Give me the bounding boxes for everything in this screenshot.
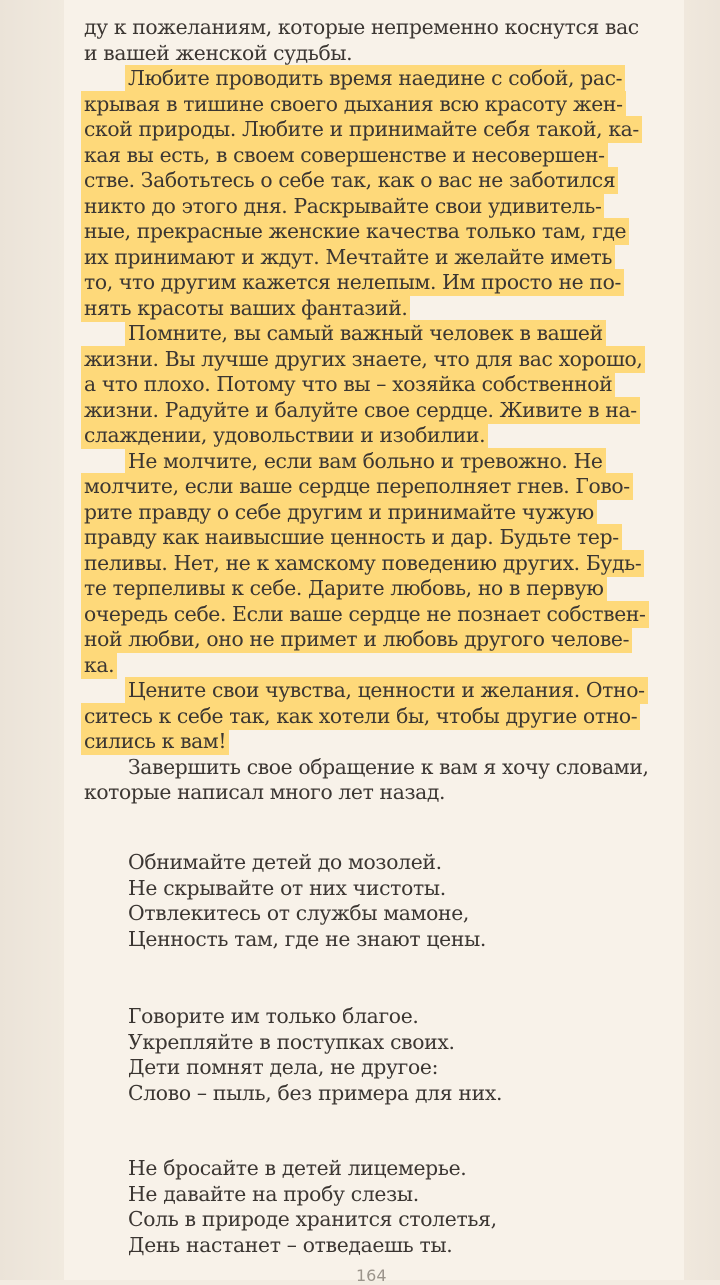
highlighted-paragraph[interactable]: [84, 678, 674, 755]
highlighted-line: их принимают и ждут. Мечтайте и желайте иметь: [81, 244, 615, 271]
highlighted-line: ной любви, оно не примет и любовь другого челове-: [81, 626, 632, 653]
poem-line: Не бросайте в детей лицемерье.: [128, 1156, 467, 1180]
poem-line: Дети помнят дела, не другое:: [128, 1055, 439, 1079]
highlighted-line: никто до этого дня. Раскрывайте свои удивитель-: [81, 193, 604, 220]
highlighted-line: то, что другим кажется нелепым. Им просто не по-: [81, 269, 624, 296]
highlighted-line: ка.: [81, 652, 117, 679]
highlighted-line: нять красоты ваших фантазий.: [81, 295, 410, 322]
poem-line: Отвлекитесь от службы мамоне,: [128, 901, 470, 925]
page-edge-left: [0, 0, 64, 1280]
highlighted-line: жизни. Вы лучше других знаете, что для вас хорошо,: [81, 346, 645, 373]
page-edge-right: [684, 0, 720, 1280]
page-number: 164: [356, 1266, 387, 1285]
poem-stanza: [128, 1156, 497, 1258]
book-text[interactable]: [84, 0, 674, 806]
poem-line: Не давайте на пробу слезы.: [128, 1181, 419, 1206]
text-line: Завершить свое обращение к вам я хочу словами,: [128, 754, 649, 779]
highlighted-paragraph[interactable]: [84, 449, 674, 679]
highlighted-line: ные, прекрасные женские качества только там, где: [81, 218, 629, 245]
highlighted-line: сились к вам!: [81, 728, 229, 755]
highlighted-line: молчите, если ваше сердце переполняет гнев. Гово-: [81, 473, 633, 500]
highlighted-line: Не молчите, если вам больно и тревожно. Не: [125, 448, 606, 475]
highlighted-line: пеливы. Нет, не к хамскому поведению других. Будь-: [81, 550, 644, 577]
poem-line: Ценность там, где не знают цены.: [128, 926, 487, 951]
highlighted-line: ситесь к себе так, как хотели бы, чтобы другие отно-: [81, 703, 640, 730]
poem-line: Говорите им только благое.: [128, 1004, 419, 1028]
highlighted-line: Цените свои чувства, ценности и желания. Отно-: [125, 677, 648, 704]
highlighted-line: Любите проводить время наедине с собой, рас-: [125, 65, 625, 92]
poem-line: Укрепляйте в поступках своих.: [128, 1029, 455, 1054]
poem-line: Слово – пыль, без примера для них.: [128, 1080, 503, 1105]
poem-line: Соль в природе хранится столетья,: [128, 1207, 497, 1231]
highlighted-line: стве. Заботьтесь о себе так, как о вас не заботился: [81, 167, 618, 194]
highlighted-line: слаждении, удовольствии и изобилии.: [81, 422, 488, 449]
highlighted-line: Помните, вы самый важный человек в вашей: [125, 320, 606, 347]
text-line: и вашей женской судьбы.: [84, 40, 353, 65]
highlighted-paragraph[interactable]: [84, 321, 674, 449]
poem-stanza: [128, 1004, 502, 1106]
poem-stanza: [128, 850, 486, 952]
highlighted-line: кая вы есть, в своем совершенстве и несовершен-: [81, 142, 608, 169]
highlighted-line: а что плохо. Потому что вы – хозяйка собственной: [81, 371, 615, 398]
highlighted-line: правду как наивысшие ценность и дар. Будьте тер-: [81, 524, 622, 551]
highlighted-line: ской природы. Любите и принимайте себя такой, ка-: [81, 116, 642, 143]
poem-line: Обнимайте детей до мозолей.: [128, 850, 442, 874]
text-line: ду к пожеланиям, которые непременно коснутся вас: [84, 15, 639, 39]
poem-line: Не скрывайте от них чистоты.: [128, 875, 446, 900]
highlighted-line: очередь себе. Если ваше сердце не познает собствен-: [81, 601, 649, 628]
highlighted-line: жизни. Радуйте и балуйте свое сердце. Живите в на-: [81, 397, 640, 424]
poem-line: День настанет – отведаешь ты.: [128, 1232, 453, 1257]
highlighted-line: крывая в тишине своего дыхания всю красоту жен-: [81, 91, 626, 118]
text-line: которые написал много лет назад.: [84, 780, 446, 804]
highlighted-paragraph[interactable]: [84, 66, 674, 321]
highlighted-line: те терпеливы к себе. Дарите любовь, но в первую: [81, 575, 607, 602]
highlighted-line: рите правду о себе другим и принимайте чужую: [81, 499, 597, 526]
